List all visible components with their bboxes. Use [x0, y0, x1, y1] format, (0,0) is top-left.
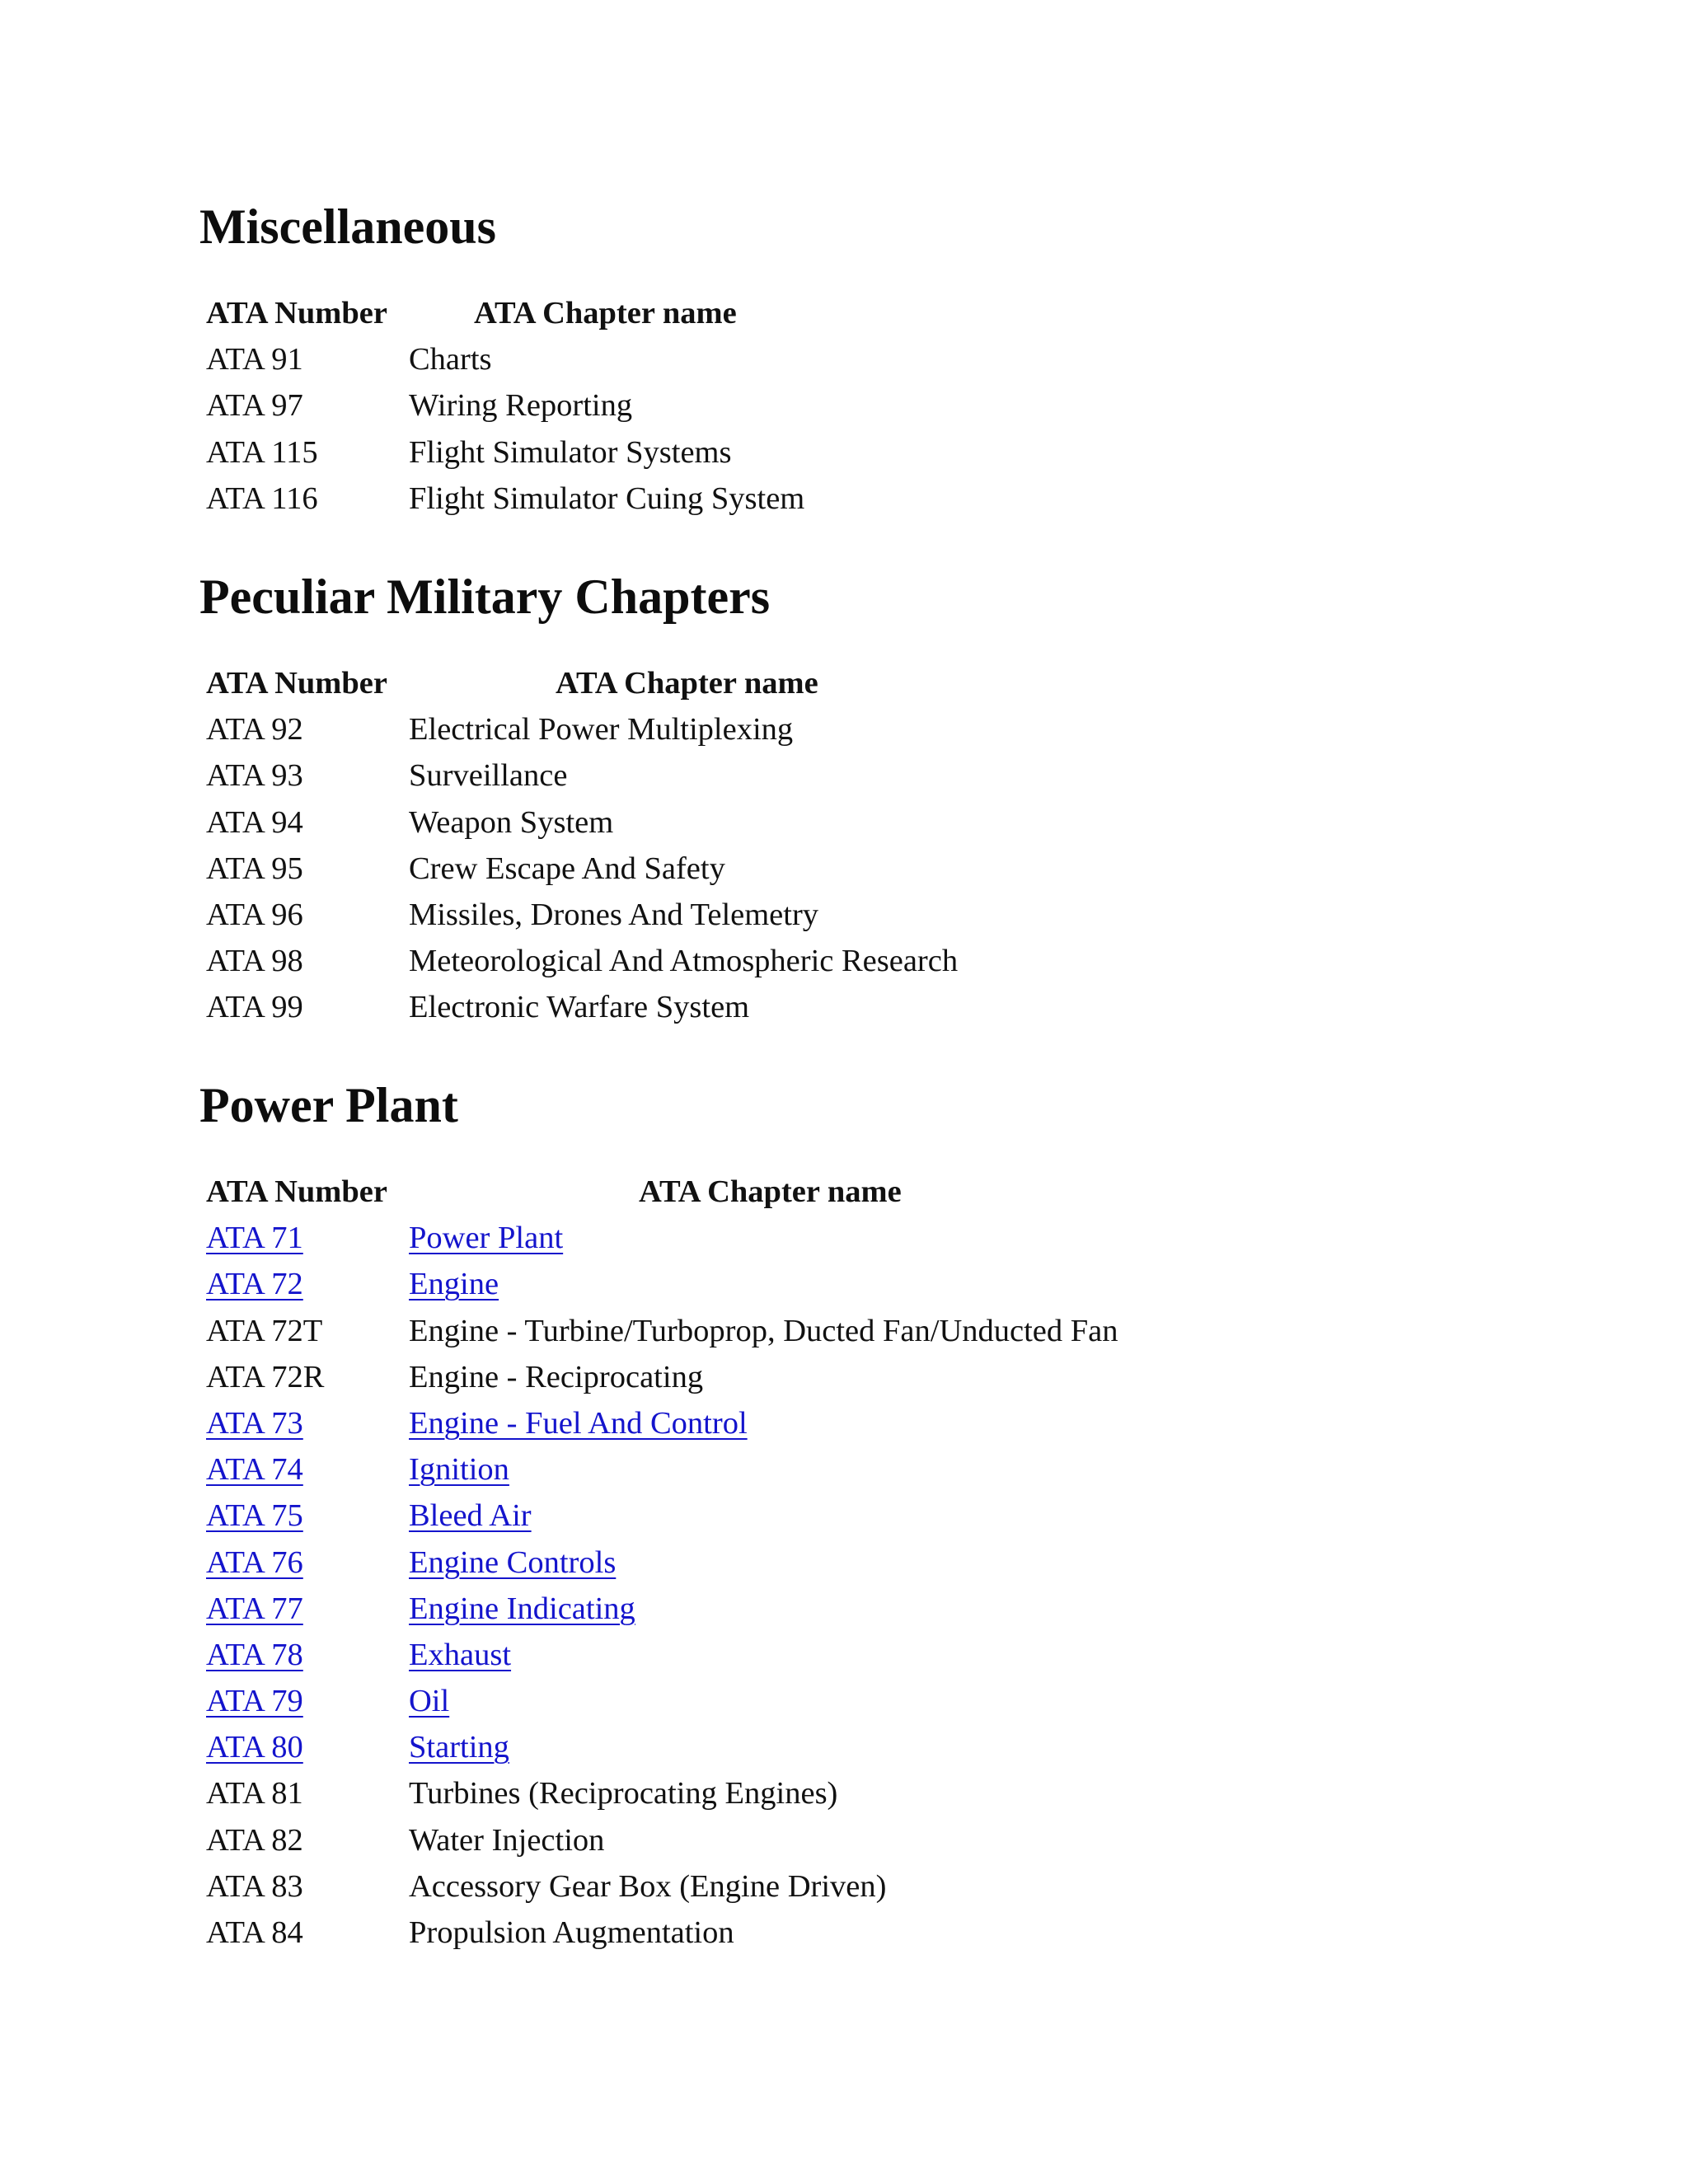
ata-number-cell: ATA 82 [206, 1822, 303, 1858]
ata-chapter-name-link[interactable]: Oil [409, 1684, 450, 1719]
ata-number-cell: ATA 81 [206, 1776, 303, 1811]
ata-chapter-name-cell: Crew Escape And Safety [409, 851, 725, 886]
ata-chapter-name-link[interactable]: Bleed Air [409, 1498, 532, 1534]
ata-number-cell: ATA 99 [206, 990, 303, 1025]
ata-chapter-name-cell: Turbines (Reciprocating Engines) [409, 1776, 838, 1811]
ata-chapter-name-cell [409, 1261, 499, 1307]
ata-chapter-name-cell: Weapon System [409, 804, 614, 840]
table-row [206, 429, 1566, 476]
table-header-row [206, 290, 1566, 336]
table-row [206, 382, 1566, 429]
table-row[interactable] [206, 1678, 1566, 1724]
ata-chapter-name-cell [409, 1400, 748, 1446]
ata-chapter-name-cell: Meteorological And Atmospheric Research [409, 944, 959, 979]
table-row [206, 1910, 1566, 1956]
ata-chapter-name-cell: Flight Simulator Systems [409, 434, 732, 470]
ata-chapter-name-cell [409, 1724, 509, 1770]
table-row [206, 984, 1566, 1030]
table-row [206, 706, 1566, 752]
table-rows [206, 706, 1566, 1030]
ata-number-link[interactable]: ATA 73 [206, 1405, 303, 1441]
ata-number-cell: ATA 72R [206, 1359, 325, 1394]
column-header-name: ATA Chapter name [556, 666, 818, 701]
table-row[interactable] [206, 1540, 1566, 1586]
table-row [206, 752, 1566, 799]
ata-chapter-name-link[interactable]: Power Plant [409, 1221, 564, 1256]
ata-number-cell [206, 1540, 303, 1586]
ata-chapter-name-link[interactable]: Engine Controls [409, 1544, 617, 1580]
ata-number-cell: ATA 116 [206, 480, 318, 516]
ata-number-cell: ATA 98 [206, 944, 303, 979]
ata-number-cell [206, 1493, 303, 1539]
column-header-name: ATA Chapter name [639, 1174, 902, 1209]
ata-chapter-name-cell [409, 1678, 449, 1724]
ata-chapter-name-cell: Electrical Power Multiplexing [409, 712, 794, 748]
ata-number-link[interactable]: ATA 74 [206, 1452, 303, 1488]
table-header-row [206, 1169, 1566, 1215]
table-row [206, 336, 1566, 382]
table-header-row [206, 660, 1566, 706]
ata-chapter-name-cell: Engine - Turbine/Turboprop, Ducted Fan/Unducted Fan [409, 1313, 1118, 1348]
table-rows [206, 1215, 1566, 1956]
ata-number-cell: ATA 115 [206, 434, 318, 470]
ata-chapter-name-cell [409, 1586, 635, 1632]
ata-number-cell: ATA 96 [206, 897, 303, 932]
table-row [206, 1770, 1566, 1816]
table-row[interactable] [206, 1261, 1566, 1307]
ata-number-cell [206, 1261, 303, 1307]
ata-number-cell: ATA 83 [206, 1868, 303, 1904]
ata-number-link[interactable]: ATA 78 [206, 1637, 303, 1672]
table-row[interactable] [206, 1493, 1566, 1539]
ata-chapter-name-link[interactable]: Engine Indicating [409, 1591, 635, 1626]
ata-chapter-name-cell: Charts [409, 342, 492, 377]
table-row [206, 938, 1566, 984]
ata-number-link[interactable]: ATA 76 [206, 1544, 303, 1580]
ata-number-cell [206, 1446, 303, 1493]
table-row [206, 846, 1566, 892]
ata-number-cell: ATA 92 [206, 712, 303, 748]
table-row[interactable] [206, 1724, 1566, 1770]
section-title: Peculiar Military Chapters [199, 569, 771, 624]
table-row [206, 1863, 1566, 1910]
section-miscellaneous [199, 198, 1601, 516]
ata-number-cell: ATA 72T [206, 1313, 323, 1348]
table-row[interactable] [206, 1586, 1566, 1632]
table-rows [206, 336, 1566, 522]
ata-number-cell [206, 1400, 303, 1446]
ata-number-cell [206, 1215, 303, 1261]
ata-number-cell: ATA 95 [206, 851, 303, 886]
ata-number-cell [206, 1678, 303, 1724]
ata-number-link[interactable]: ATA 75 [206, 1498, 303, 1534]
ata-chapter-name-cell: Propulsion Augmentation [409, 1915, 734, 1950]
ata-number-link[interactable]: ATA 79 [206, 1684, 303, 1719]
ata-chapter-name-cell [409, 1493, 532, 1539]
ata-chapter-name-cell: Wiring Reporting [409, 388, 633, 424]
table-row [206, 799, 1566, 846]
ata-chapter-name-cell: Flight Simulator Cuing System [409, 480, 805, 516]
ata-number-cell: ATA 91 [206, 342, 303, 377]
ata-chapter-name-cell: Electronic Warfare System [409, 990, 750, 1025]
table-row [206, 1354, 1566, 1400]
ata-number-cell: ATA 93 [206, 758, 303, 794]
column-header-name: ATA Chapter name [474, 296, 737, 330]
table-row[interactable] [206, 1446, 1566, 1493]
ata-number-cell: ATA 97 [206, 388, 303, 424]
ata-chapter-name-link[interactable]: Exhaust [409, 1637, 512, 1672]
ata-number-link[interactable]: ATA 71 [206, 1221, 303, 1256]
section-power-plant [199, 1076, 1601, 1950]
ata-chapter-name-cell: Accessory Gear Box (Engine Driven) [409, 1868, 887, 1904]
section-title: Power Plant [199, 1078, 458, 1132]
ata-chapter-name-cell: Water Injection [409, 1822, 605, 1858]
column-header-number: ATA Number [206, 1174, 387, 1209]
ata-chapter-name-link[interactable]: Starting [409, 1730, 509, 1765]
chapter-table [206, 1169, 1566, 1956]
section-title: Miscellaneous [199, 199, 496, 254]
ata-chapter-name-cell: Surveillance [409, 758, 568, 794]
ata-number-cell [206, 1724, 303, 1770]
ata-chapter-name-link[interactable]: Ignition [409, 1452, 509, 1488]
table-row [206, 892, 1566, 938]
ata-number-cell [206, 1586, 303, 1632]
table-row [206, 476, 1566, 522]
column-header-number: ATA Number [206, 296, 387, 330]
table-row[interactable] [206, 1215, 1566, 1261]
table-row [206, 1817, 1566, 1863]
table-row [206, 1308, 1566, 1354]
ata-number-cell: ATA 94 [206, 804, 303, 840]
chapter-table [206, 660, 1566, 1031]
ata-chapter-name-cell [409, 1540, 616, 1586]
ata-number-link[interactable]: ATA 72 [206, 1267, 303, 1302]
ata-chapter-name-link[interactable]: Engine - Fuel And Control [409, 1405, 748, 1441]
ata-number-cell [206, 1632, 303, 1678]
ata-chapter-name-cell [409, 1446, 509, 1493]
ata-chapter-name-cell [409, 1215, 563, 1261]
ata-number-link[interactable]: ATA 77 [206, 1591, 303, 1626]
ata-chapter-name-cell: Missiles, Drones And Telemetry [409, 897, 819, 932]
ata-number-cell: ATA 84 [206, 1915, 303, 1950]
section-peculiar-military-chapters [199, 568, 1601, 1025]
table-row[interactable] [206, 1632, 1566, 1678]
chapter-table [206, 290, 1566, 522]
column-header-number: ATA Number [206, 666, 387, 701]
ata-number-link[interactable]: ATA 80 [206, 1730, 303, 1765]
ata-chapter-name-link[interactable]: Engine [409, 1267, 499, 1302]
table-row[interactable] [206, 1400, 1566, 1446]
ata-chapter-name-cell: Engine - Reciprocating [409, 1359, 704, 1394]
ata-chapter-name-cell [409, 1632, 511, 1678]
